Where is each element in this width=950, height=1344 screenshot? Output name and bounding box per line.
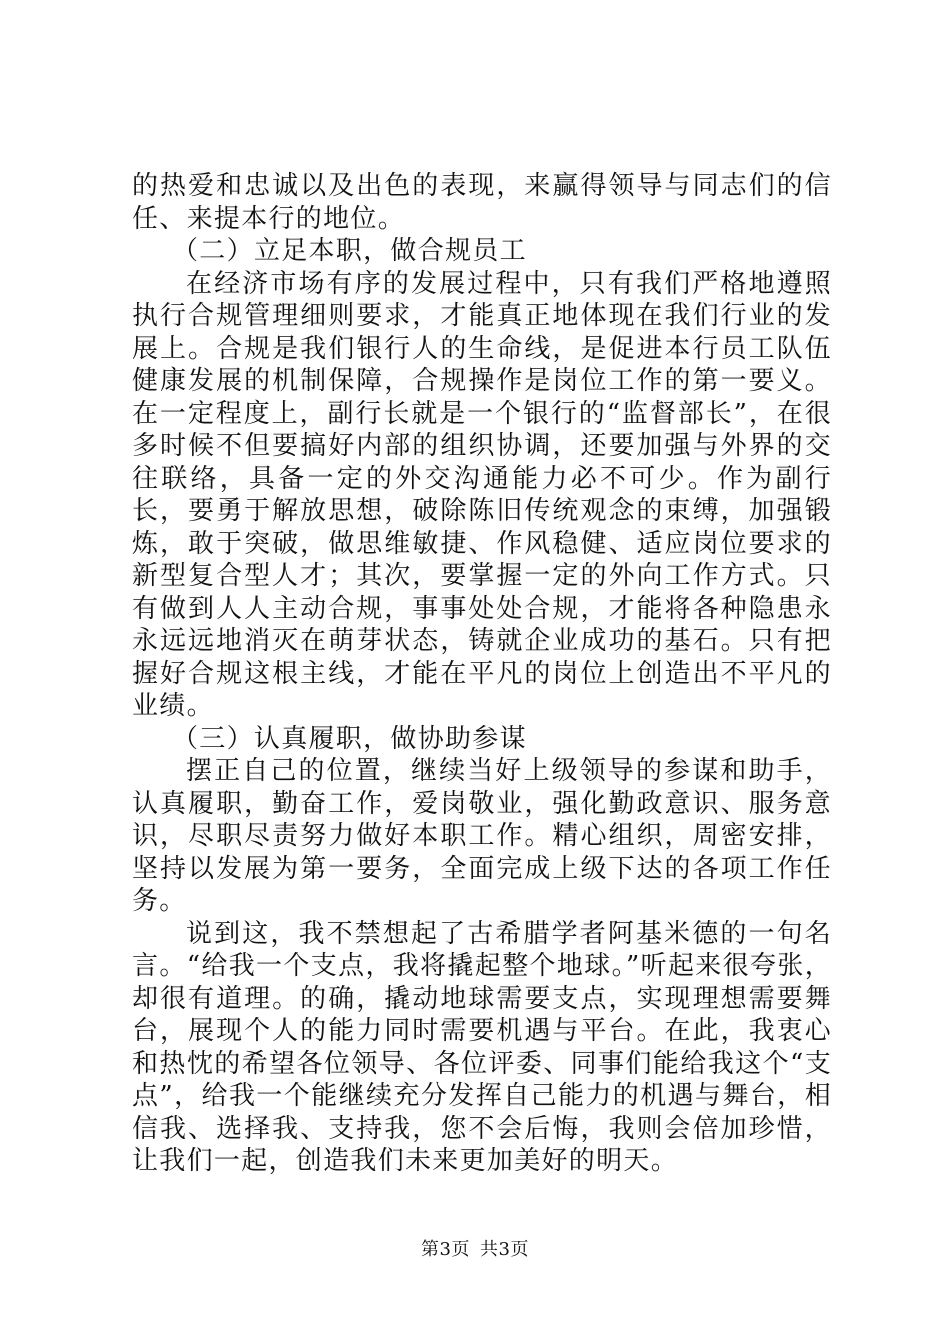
paragraph-duty: 摆正自己的位置，继续当好上级领导的参谋和助手，认真履职，勤奋工作，爱岗敬业，强化勤政意识、服务意识，尽职尽责努力做好本职工作。精心组织，周密安排，坚持以发展为第一要务，全面完成上级下达的各项工作任务。 <box>132 756 832 916</box>
page-footer <box>0 1238 950 1262</box>
paragraph-continued: 的热爱和忠诚以及出色的表现，来赢得领导与同志们的信任、来提本行的地位。 <box>132 171 832 234</box>
document-body <box>132 170 832 1178</box>
paragraph-closing: 说到这，我不禁想起了古希腊学者阿基米德的一句名言。“给我一个支点，我将撬起整个地球。”听起来很夸张，却很有道理。的确，撬动地球需要支点，实现理想需要舞台，展现个人的能力同时需要机遇与平台。在此，我衷心和热忱的希望各位领导、各位评委、同事们能给我这个“支点”，给我一个能继续充分发挥自己能力的机遇与舞台，相信我、选择我、支持我，您不会后悔，我则会倍加珍惜，让我们一起，创造我们未来更加美好的明天。 <box>132 918 832 1176</box>
page-number: 第3页 <box>421 1239 470 1260</box>
page-total: 共3页 <box>480 1239 529 1260</box>
section-heading-2: （二）立足本职，做合规员工 <box>172 236 527 266</box>
section-heading-3: （三）认真履职，做协助参谋 <box>172 723 527 754</box>
paragraph-compliance: 在经济市场有序的发展过程中，只有我们严格地遵照执行合规管理细则要求，才能真正地体现在我们行业的发展上。合规是我们银行人的生命线，是促进本行员工队伍健康发展的机制保障，合规操作是岗位工作的第一要义。在一定程度上，副行长就是一个银行的“监督部长”，在很多时候不但要搞好内部的组织协调，还要加强与外界的交往联络，具备一定的外交沟通能力必不可少。作为副行长，要勇于解放思想，破除陈旧传统观念的束缚，加强锻炼，敢于突破，做思维敏捷、作风稳健、适应岗位要求的新型复合型人才；其次，要掌握一定的外向工作方式。只有做到人人主动合规，事事处处合规，才能将各种隐患永永远远地消灭在萌芽状态，铸就企业成功的基石。只有把握好合规这根主线，才能在平凡的岗位上创造出不平凡的业绩。 <box>132 268 832 721</box>
